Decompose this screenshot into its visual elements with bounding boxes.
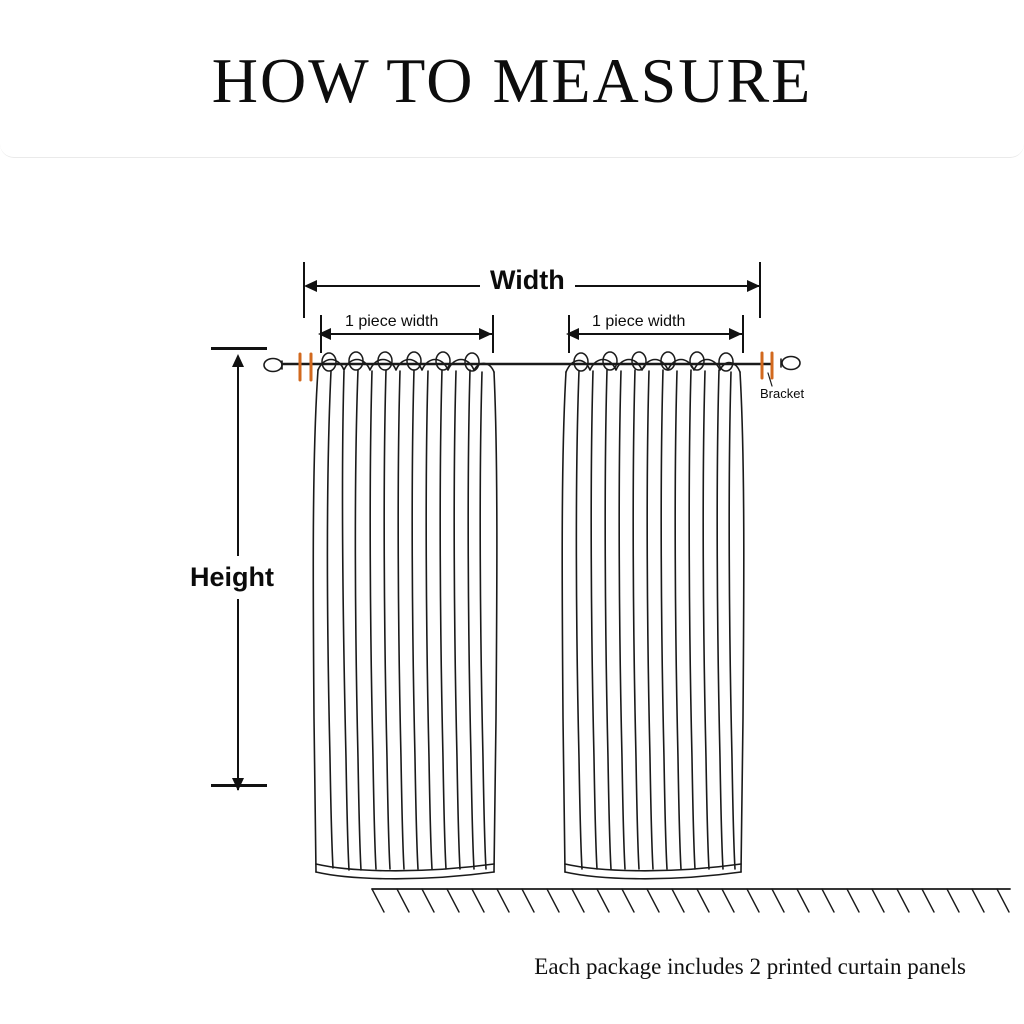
width-extension-right	[759, 262, 761, 318]
piece-width-right-label: 1 piece width	[588, 313, 689, 331]
bracket-label: Bracket	[760, 386, 805, 401]
page-title: HOW TO MEASURE	[211, 45, 813, 116]
piece-width-right-line	[570, 333, 742, 335]
measure-diagram	[0, 158, 1024, 1024]
height-extension-bottom	[211, 784, 267, 787]
width-label: Width	[480, 265, 575, 296]
piece-width-left-label: 1 piece width	[341, 313, 442, 331]
arrow-right-icon	[479, 328, 492, 340]
height-extension-top	[211, 347, 267, 350]
width-extension-left	[303, 262, 305, 318]
package-note: Each package includes 2 printed curtain panels	[534, 954, 966, 979]
arrow-right-icon	[729, 328, 742, 340]
piece-right-extension-start	[568, 315, 570, 353]
piece-left-extension-end	[492, 315, 494, 353]
piece-left-extension-start	[320, 315, 322, 353]
arrow-left-icon	[304, 280, 317, 292]
height-label: Height	[190, 556, 274, 599]
piece-right-extension-end	[742, 315, 744, 353]
arrow-up-icon	[232, 354, 244, 367]
piece-width-left-line	[322, 333, 492, 335]
